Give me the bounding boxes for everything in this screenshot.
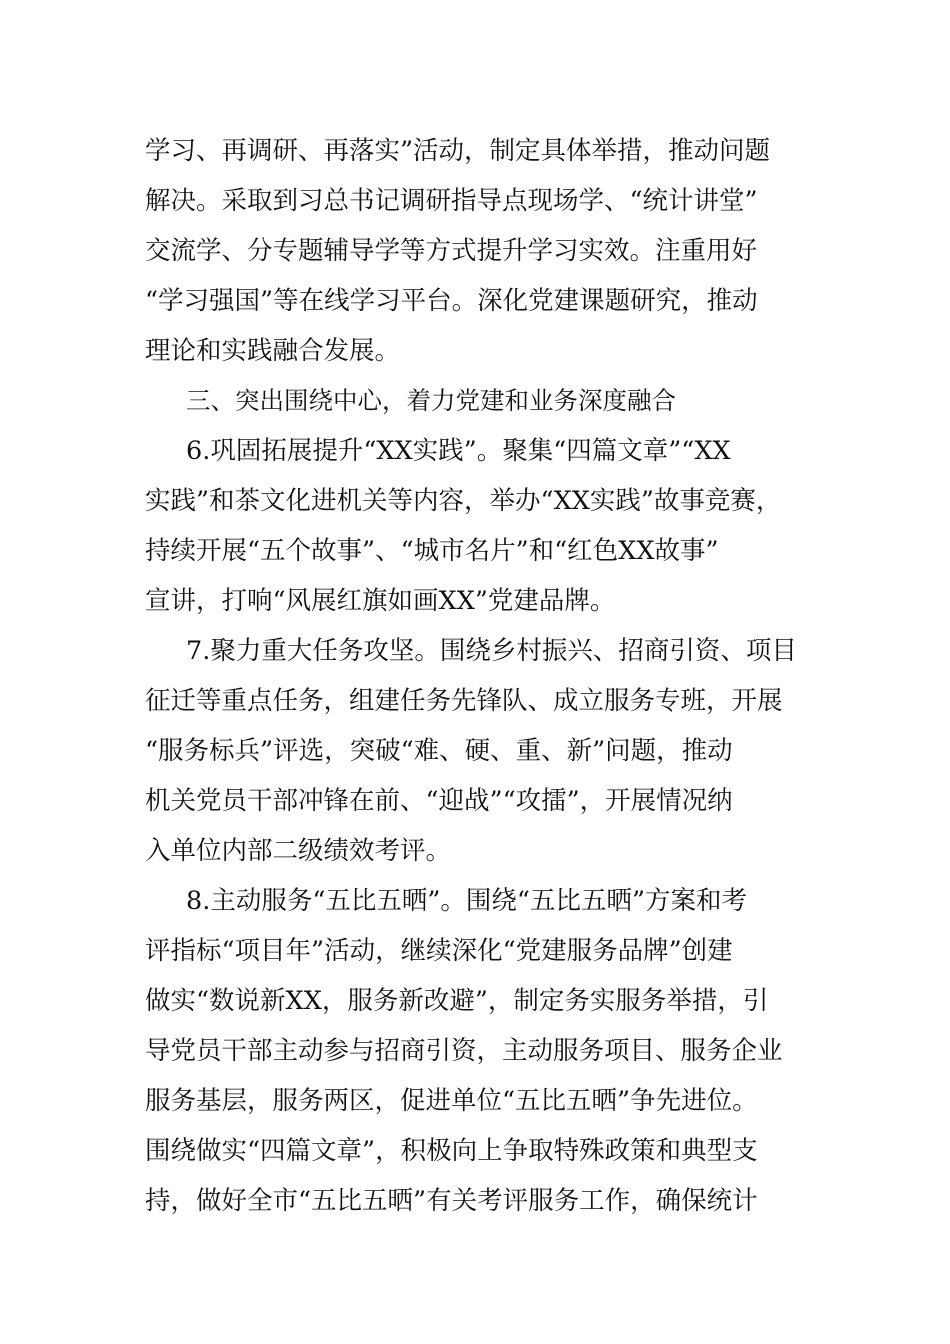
- text-line: 实践”和茶文化进机关等内容，举办“XX实践”故事竞赛，: [145, 486, 782, 516]
- text-line: 解决。采取到习总书记调研指导点现场学、“统计讲堂”: [145, 186, 758, 216]
- paragraph-start-line: 6.巩固拓展提升“XX实践”。聚集“四篇文章”“XX: [186, 436, 731, 466]
- text-line: 导党员干部主动参与招商引资，主动服务项目、服务企业: [145, 1036, 783, 1066]
- text-line: 做实“数说新XX，服务新改避”，制定务实服务举措，引: [145, 986, 769, 1016]
- text-line: “服务标兵”评选，突破“难、硬、重、新”问题，推动: [145, 736, 733, 766]
- text-line: 评指标“项目年”活动，继续深化“党建服务品牌”创建: [145, 936, 733, 966]
- text-line: “学习强国”等在线学习平台。深化党建课题研究，推动: [145, 286, 758, 316]
- text-line: 持续开展“五个故事”、“城市名片”和“红色XX故事”: [145, 536, 719, 566]
- text-line: 征迁等重点任务，组建任务先锋队、成立服务专班，开展: [145, 686, 783, 716]
- text-line: 理论和实践融合发展。: [145, 336, 401, 366]
- text-line: 宣讲，打响“风展红旗如画XX”党建品牌。: [145, 586, 616, 616]
- section-heading: 三、突出围绕中心，着力党建和业务深度融合: [186, 386, 676, 415]
- text-line: 服务基层，服务两区，促进单位“五比五晒”争先进位。: [145, 1086, 758, 1116]
- text-line: 机关党员干部冲锋在前、“迎战”“攻擂”，开展情况纳: [145, 786, 733, 816]
- text-line: 交流学、分专题辅导学等方式提升学习实效。注重用好: [145, 236, 758, 266]
- text-line: 学习、再调研、再落实”活动，制定具体举措，推动问题: [145, 136, 771, 166]
- text-line: 入单位内部二级绩效考评。: [145, 836, 452, 866]
- text-line: 围绕做实“四篇文章”，积极向上争取特殊政策和典型支: [145, 1136, 758, 1166]
- text-line: 持，做好全市“五比五晒”有关考评服务工作，确保统计: [145, 1186, 758, 1216]
- paragraph-start-line: 7.聚力重大任务攻坚。围绕乡村振兴、招商引资、项目: [186, 636, 797, 666]
- paragraph-start-line: 8.主动服务“五比五晒”。围绕“五比五晒”方案和考: [186, 886, 747, 916]
